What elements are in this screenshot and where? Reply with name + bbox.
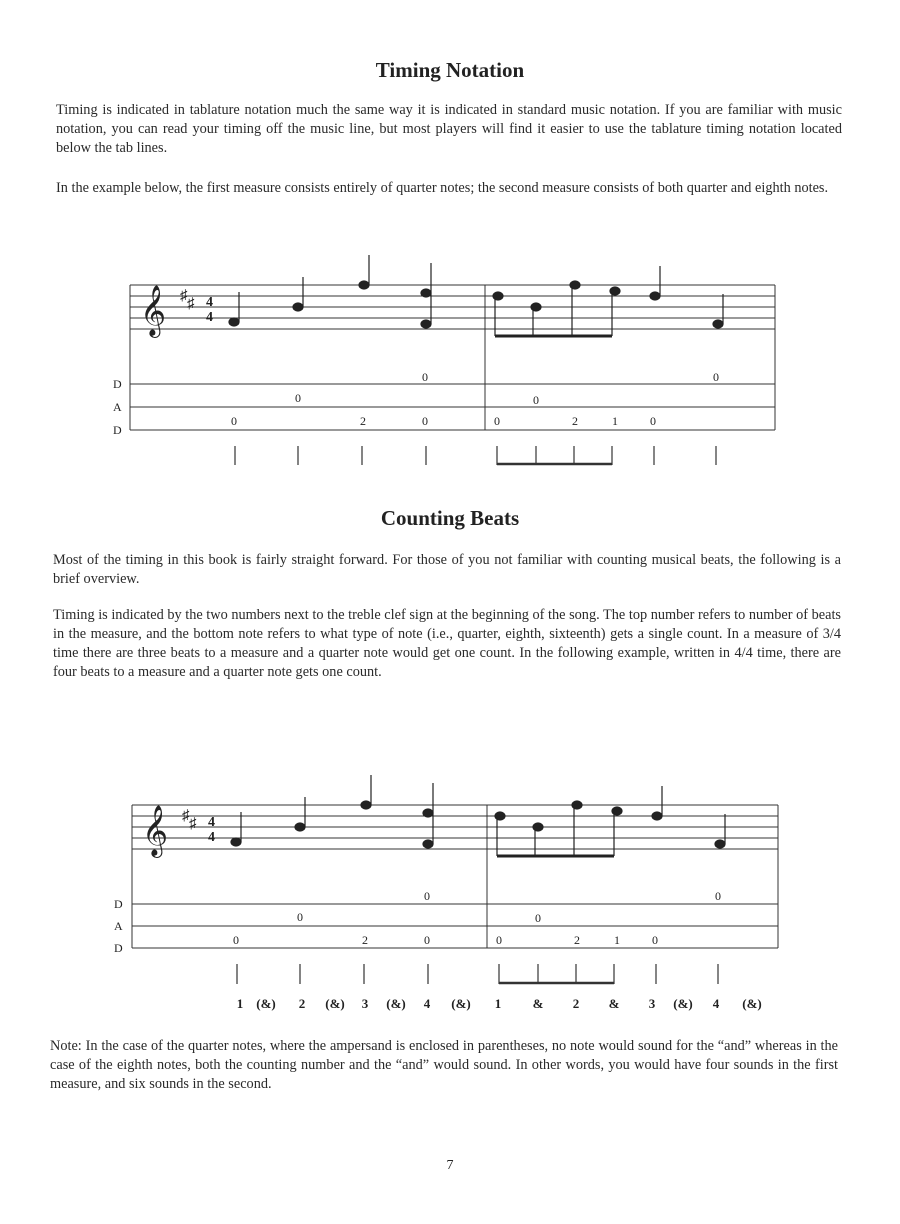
tab-string-label: A [114, 919, 123, 933]
page-number: 7 [446, 1158, 454, 1173]
tab-fret-number: 0 [713, 370, 719, 384]
section-title-timing-notation: Timing Notation [375, 58, 525, 82]
beat-count: (&) [256, 996, 276, 1011]
tab-fret-number: 0 [496, 933, 502, 947]
rhythm-stems-2 [237, 964, 718, 984]
time-sig-bottom: 4 [206, 310, 213, 325]
beat-count: 1 [236, 996, 244, 1011]
tab-fret-number: 0 [297, 910, 303, 924]
tab-fret-number: 2 [572, 414, 578, 428]
tab-fret-number: 1 [612, 414, 618, 428]
tab-fret-number: 0 [422, 370, 428, 384]
time-sig-top: 4 [206, 295, 213, 310]
tab-string-label: D [113, 377, 122, 391]
tab-fret-number: 0 [424, 933, 430, 947]
key-sharp-1-icon: ♯ [180, 288, 188, 304]
timing-paragraph-1: Timing is indicated in tablature notation much the same way it is indicated in standard music notation. If you are familiar with music notation, you can read your timing off the music line, but most players will find it easier to use the tablature timing notation located below the tab lines. [56, 102, 842, 156]
tab-string-label: D [114, 941, 123, 955]
counting-paragraph-1: Most of the timing in this book is fairly straight forward. For those of you not familiar with counting musical beats, the following is a brief overview. [53, 552, 841, 587]
timing-paragraph-2: In the example below, the first measure consists entirely of quarter notes; the second measure consists of both quarter and eighth notes. [56, 180, 829, 196]
key-sharp-2-icon: ♯ [189, 816, 197, 832]
time-sig-top: 4 [208, 815, 215, 830]
staff-2 [132, 805, 778, 948]
beat-count: & [532, 996, 544, 1011]
tab-fret-number: 0 [231, 414, 237, 428]
tab-fret-number: 0 [652, 933, 658, 947]
tab-fret-number: 0 [494, 414, 500, 428]
tab-string-label: D [114, 897, 123, 911]
beat-count: (&) [742, 996, 762, 1011]
beat-count: & [608, 996, 620, 1011]
counting-paragraph-2: Timing is indicated by the two numbers next to the treble clef sign at the beginning of the song. The top number refers to number of beats in the measure, and the bottom note refers to what type of note (i.e., quarter, eighth, sixteenth) gets a single count. In a measure of 3/4 time there are three beats to a measure and a quarter note would get one count. In the following example, written in 4/4 time, there are four beats to a measure and a quarter note gets one count. [53, 607, 841, 680]
tab-fret-number: 0 [422, 414, 428, 428]
beat-count: 1 [494, 996, 502, 1011]
tab-fret-number: 0 [650, 414, 656, 428]
beat-count: 3 [361, 996, 369, 1011]
tab-fret-number: 2 [360, 414, 366, 428]
tab-fret-number: 2 [574, 933, 580, 947]
tab-fret-number: 0 [715, 889, 721, 903]
tab-fret-number: 0 [535, 911, 541, 925]
beat-count: (&) [451, 996, 471, 1011]
beat-count: (&) [673, 996, 693, 1011]
time-sig-bottom: 4 [208, 830, 215, 845]
tab-fret-number: 0 [295, 391, 301, 405]
tab-fret-number: 1 [614, 933, 620, 947]
beat-count: 4 [423, 996, 431, 1011]
key-sharp-1-icon: ♯ [182, 808, 190, 824]
tab-fret-number: 2 [362, 933, 368, 947]
section-title-counting-beats: Counting Beats [380, 506, 520, 530]
tab-fret-number: 0 [533, 393, 539, 407]
beat-count: (&) [386, 996, 406, 1011]
tab-string-label: A [113, 400, 122, 414]
tab-fret-number: 0 [233, 933, 239, 947]
beat-count: 4 [712, 996, 720, 1011]
key-sharp-2-icon: ♯ [187, 296, 195, 312]
treble-clef-icon: 𝄞 [140, 286, 167, 335]
beat-count: 2 [298, 996, 306, 1011]
beat-count: 2 [572, 996, 580, 1011]
beat-count: 3 [648, 996, 656, 1011]
tab-string-label: D [113, 423, 122, 437]
tab-fret-number: 0 [424, 889, 430, 903]
beat-count: (&) [325, 996, 345, 1011]
counting-note-paragraph: Note: In the case of the quarter notes, where the ampersand is enclosed in parentheses, no note would sound for the “and” whereas in the case of the eighth notes, both the counting number and the “and” would sound. In other words, you would have four sounds in the first measure, and six sounds in the second. [50, 1038, 838, 1092]
treble-clef-icon: 𝄞 [142, 806, 169, 855]
